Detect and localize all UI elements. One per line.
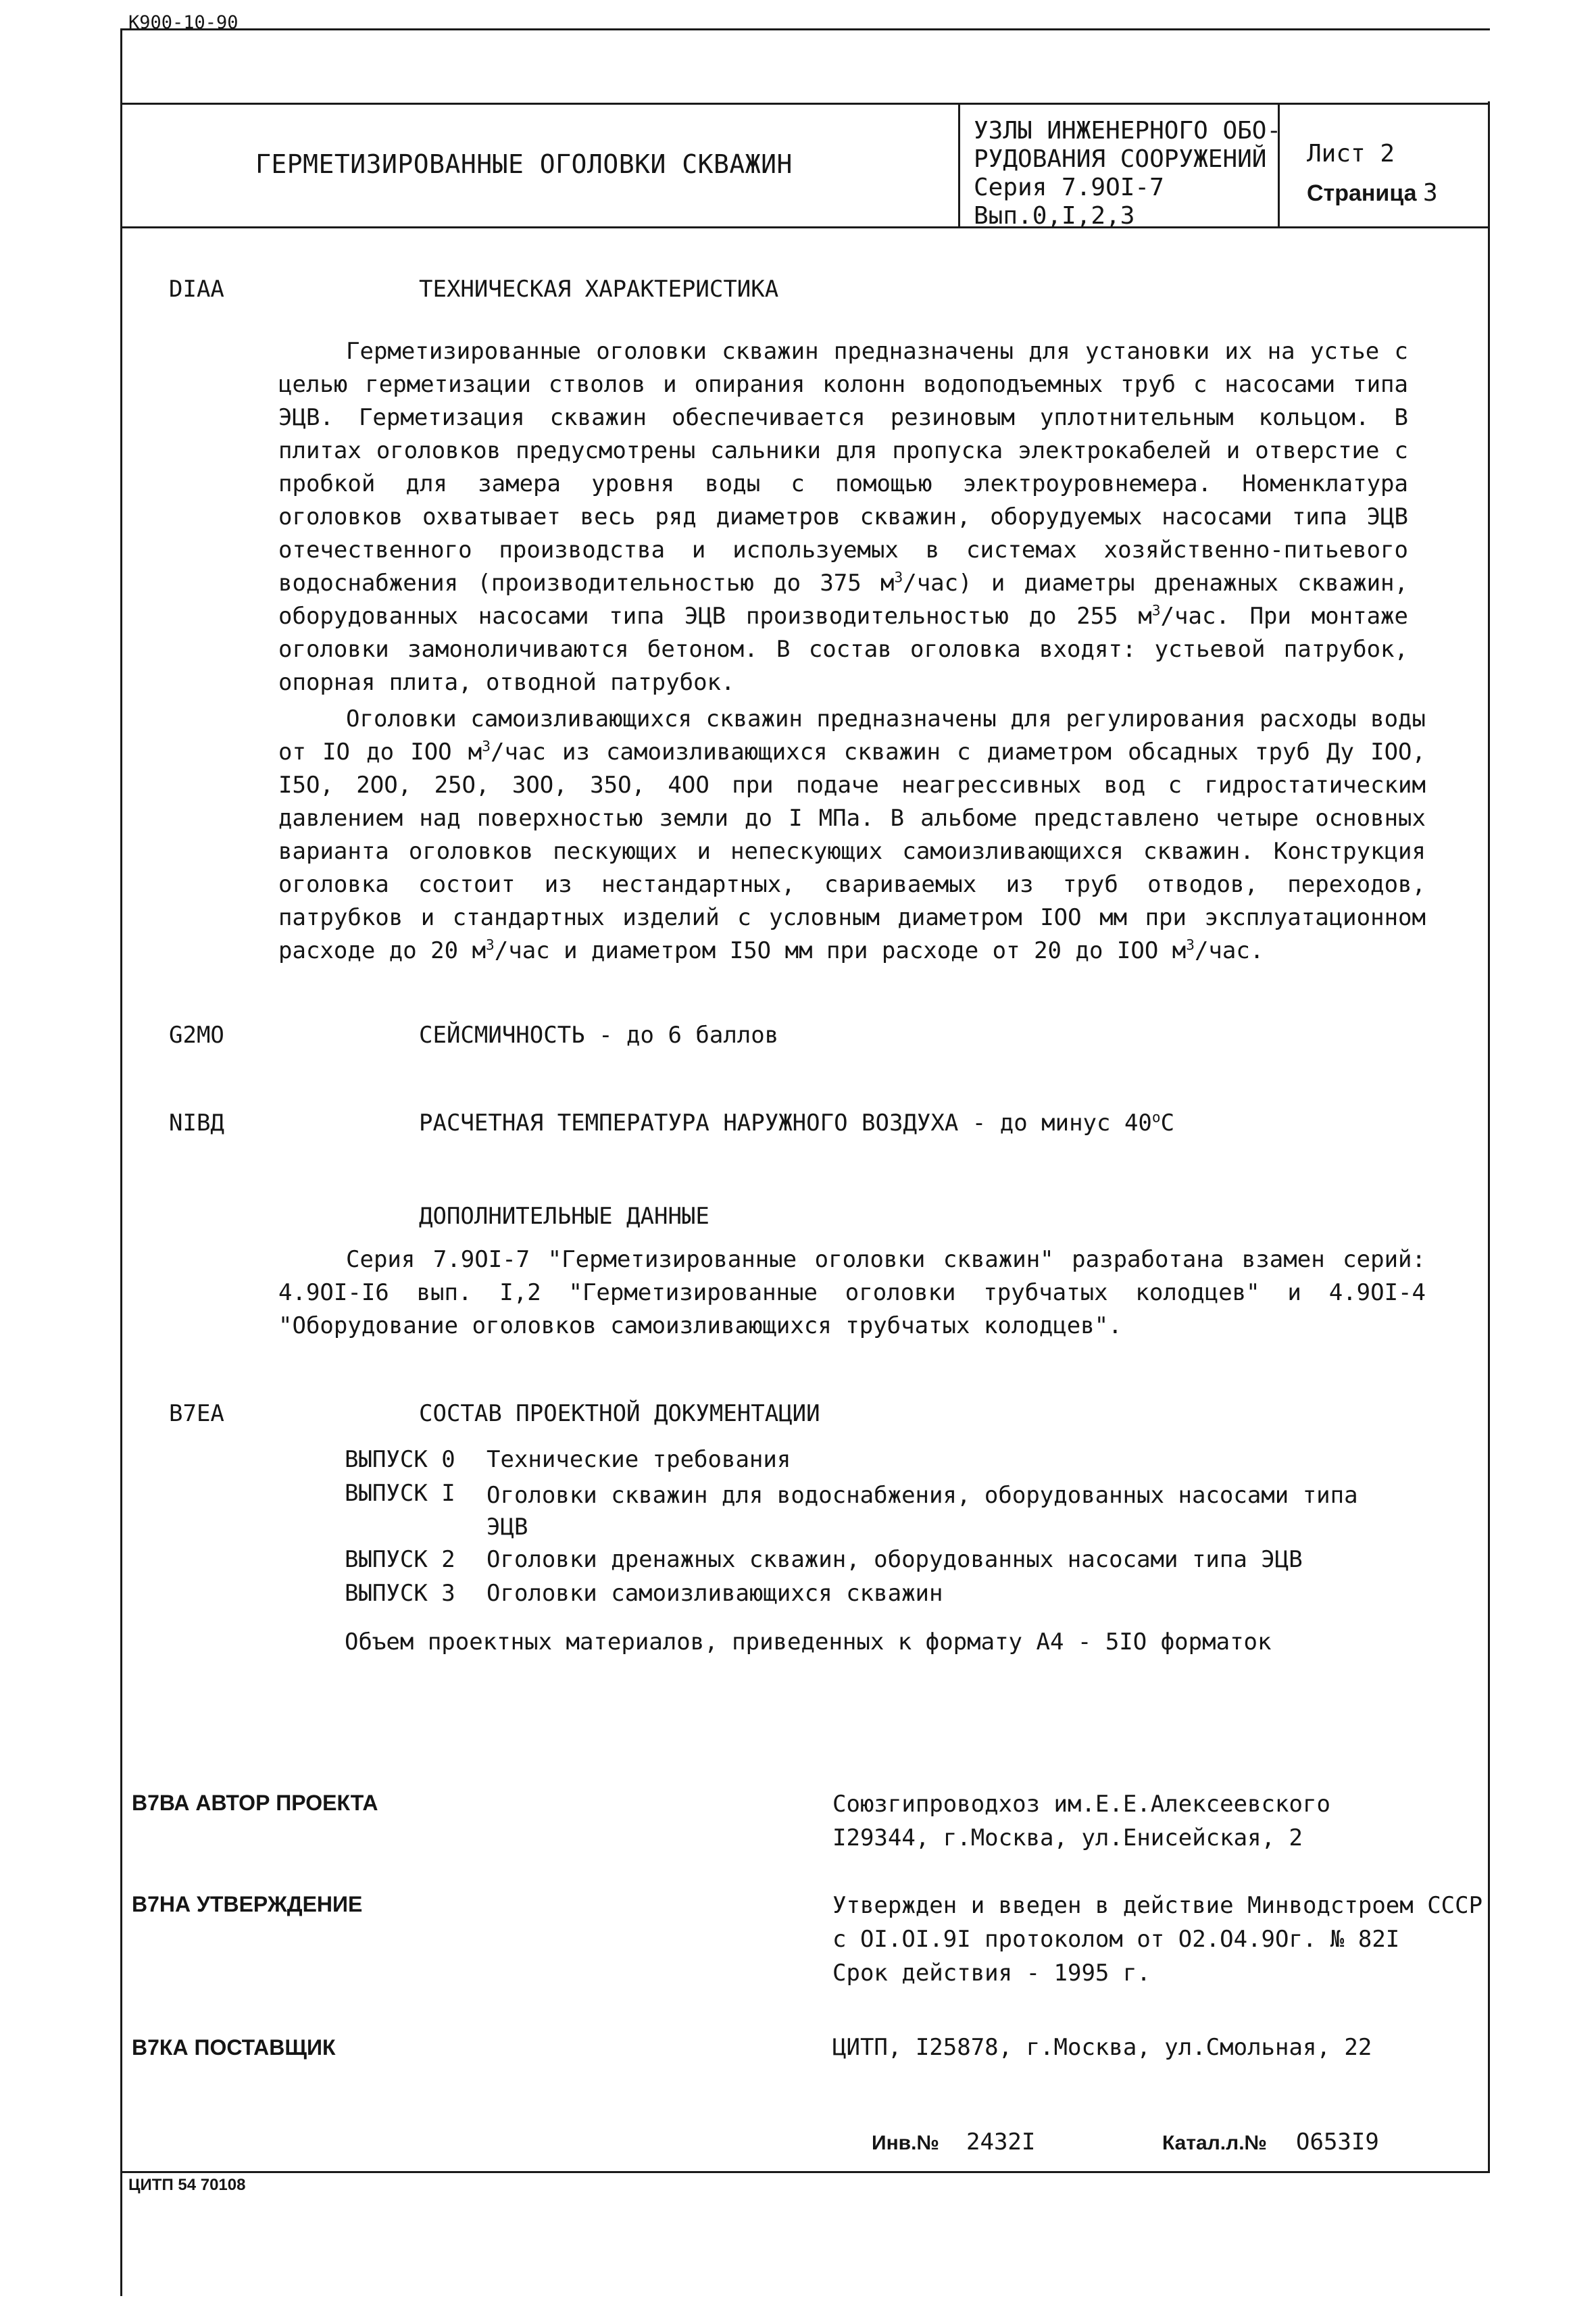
series-info: УЗЛЫ ИНЖЕНЕРНОГО ОБО- РУДОВАНИЯ СООРУЖЕНИЙ Серия 7.9OI-7 Вып.0,I,2,3 bbox=[974, 117, 1282, 230]
inventory-label: Инв.№ bbox=[872, 2132, 939, 2154]
sheet-number: Лист 2 bbox=[1307, 140, 1395, 168]
issue-1-label: ВЫПУСК I bbox=[345, 1480, 455, 1507]
issue-3-text: Оголовки самоизливающихся скважин bbox=[487, 1580, 943, 1607]
author-label: В7ВА АВТОР ПРОЕКТА bbox=[132, 1791, 378, 1815]
section-code-docs: B7EA bbox=[169, 1400, 224, 1427]
section-code-seismic: G2MO bbox=[169, 1022, 224, 1049]
section-heading-tech: ТЕХНИЧЕСКАЯ ХАРАКТЕРИСТИКА bbox=[419, 276, 779, 303]
issue-0-text: Технические требования bbox=[487, 1446, 791, 1473]
title-block bbox=[120, 103, 1490, 228]
issue-0-label: ВЫПУСК 0 bbox=[345, 1446, 455, 1473]
approval-text: Утвержден и введен в действие Минводстроем СССР с OI.OI.9I протоколом от O2.O4.9Oг. № 82I Срок действия - 1995 г. bbox=[832, 1892, 1483, 1987]
frame-right-line bbox=[1488, 101, 1490, 2172]
series-cell bbox=[960, 105, 1282, 230]
page-value: 3 bbox=[1423, 179, 1438, 207]
section-heading-extra: ДОПОЛНИТЕЛЬНЫЕ ДАННЫЕ bbox=[419, 1203, 709, 1230]
inventory-value: 2432I bbox=[966, 2129, 1036, 2156]
approval-label: В7НА УТВЕРЖДЕНИЕ bbox=[132, 1892, 363, 1916]
section-code-temp: NIBД bbox=[169, 1110, 224, 1137]
document-title: ГЕРМЕТИЗИРОВАННЫЕ ОГОЛОВКИ СКВАЖИН bbox=[255, 149, 793, 179]
printer-stamp: ЦИТП 54 70108 bbox=[128, 2176, 246, 2194]
frame-top-line bbox=[120, 28, 1490, 30]
seismic-text: СЕЙСМИЧНОСТЬ - до 6 баллов bbox=[419, 1022, 779, 1049]
extra-text: Серия 7.9OI-7 "Герметизированные оголовки скважин" разработана взамен серий: 4.9OI-I6 вып. I,2 "Герметизированные оголовки трубчатых колодцев" и 4.9OI-4 "Оборудование оголовков самоизливающихся трубчатых колодцев". bbox=[278, 1246, 1426, 1339]
tech-paragraph-2: Оголовки самоизливающихся скважин предназначены для регулирования расходы воды от IO до IOO $м^3$/час из самоизливающихся скважин с диаметром обсадных труб Ду IOO, I5O, 2OO, 25O, 3OO, 35O, 4OO при подаче неагрессивных вод с гидростатическим давлением над поверхностью земли до I МПа. В альбоме представлено четыре основных варианта оголовков пескующих и непескующих самоизливающихся скважин. Конструкция оголовка состоит из нестандартных, свариваемых из труб отводов, переходов, патрубков и стандартных изделий с условным диаметром IOO мм при эксплуатационном расходе до 20 $м^3$/час и диаметром I5O мм при расходе от 20 до IOO $м^3$/час. bbox=[278, 705, 1426, 964]
author-text: Союзгипроводхоз им.Е.Е.Алексеевского I29344, г.Москва, ул.Енисейская, 2 bbox=[832, 1791, 1330, 1851]
section-code-tech: DIAA bbox=[169, 276, 224, 303]
tech-paragraph-1: Герметизированные оголовки скважин предназначены для установки их на устье с целью герметизации стволов и опирания колонн водоподъемных труб с насосами типа ЭЦВ. Герметизация скважин обеспечивается резиновым уплотнительным кольцом. В плитах оголовков предусмотрены сальники для пропуска электрокабелей и отверстие с пробкой для замера уровня воды с помощью электроуровнемера. Номенклатура оголовков охватывает весь ряд диаметров скважин, оборудуемых насосами типа ЭЦВ отечественного производства и используемых в системах хозяйственно-питьевого водоснабжения (производительностью до 375 $м^3/час$) и диаметры дренажных скважин, оборудованных насосами типа ЭЦВ производительностью до 255 $м^3$/час. При монтаже оголовки замоноличиваются бетоном. В состав оголовка входят: устьевой патрубок, опорная плита, отводной патрубок. bbox=[278, 338, 1408, 696]
frame-bottom-line bbox=[120, 2171, 1490, 2173]
frame-left-line bbox=[120, 28, 122, 2296]
page-label: Страница bbox=[1307, 180, 1417, 206]
temperature-text: РАСЧЕТНАЯ ТЕМПЕРАТУРА НАРУЖНОГО ВОЗДУХА - до минус $40^оС$ bbox=[419, 1108, 1175, 1137]
page-number bbox=[1307, 179, 1438, 207]
issue-1-text: Оголовки скважин для водоснабжения, оборудованных насосами типа ЭЦВ bbox=[487, 1482, 1358, 1541]
volume-text: Объем проектных материалов, приведенных к формату А4 - 5IO форматок bbox=[345, 1628, 1272, 1656]
document-code: К900-10-90 bbox=[128, 12, 239, 33]
title-cell bbox=[120, 105, 960, 226]
issue-2-label: ВЫПУСК 2 bbox=[345, 1546, 455, 1573]
sheet-cell bbox=[1280, 105, 1486, 226]
catalog-value: O653I9 bbox=[1296, 2129, 1379, 2156]
supplier-text: ЦИТП, I25878, г.Москва, ул.Смольная, 22 bbox=[832, 2034, 1372, 2061]
issue-3-label: ВЫПУСК 3 bbox=[345, 1580, 455, 1607]
issue-2-text: Оголовки дренажных скважин, оборудованных насосами типа ЭЦВ bbox=[487, 1546, 1303, 1573]
supplier-label: В7КА ПОСТАВЩИК bbox=[132, 2035, 336, 2060]
section-heading-docs: СОСТАВ ПРОЕКТНОЙ ДОКУМЕНТАЦИИ bbox=[419, 1400, 820, 1427]
catalog-label: Катал.л.№ bbox=[1162, 2132, 1267, 2154]
